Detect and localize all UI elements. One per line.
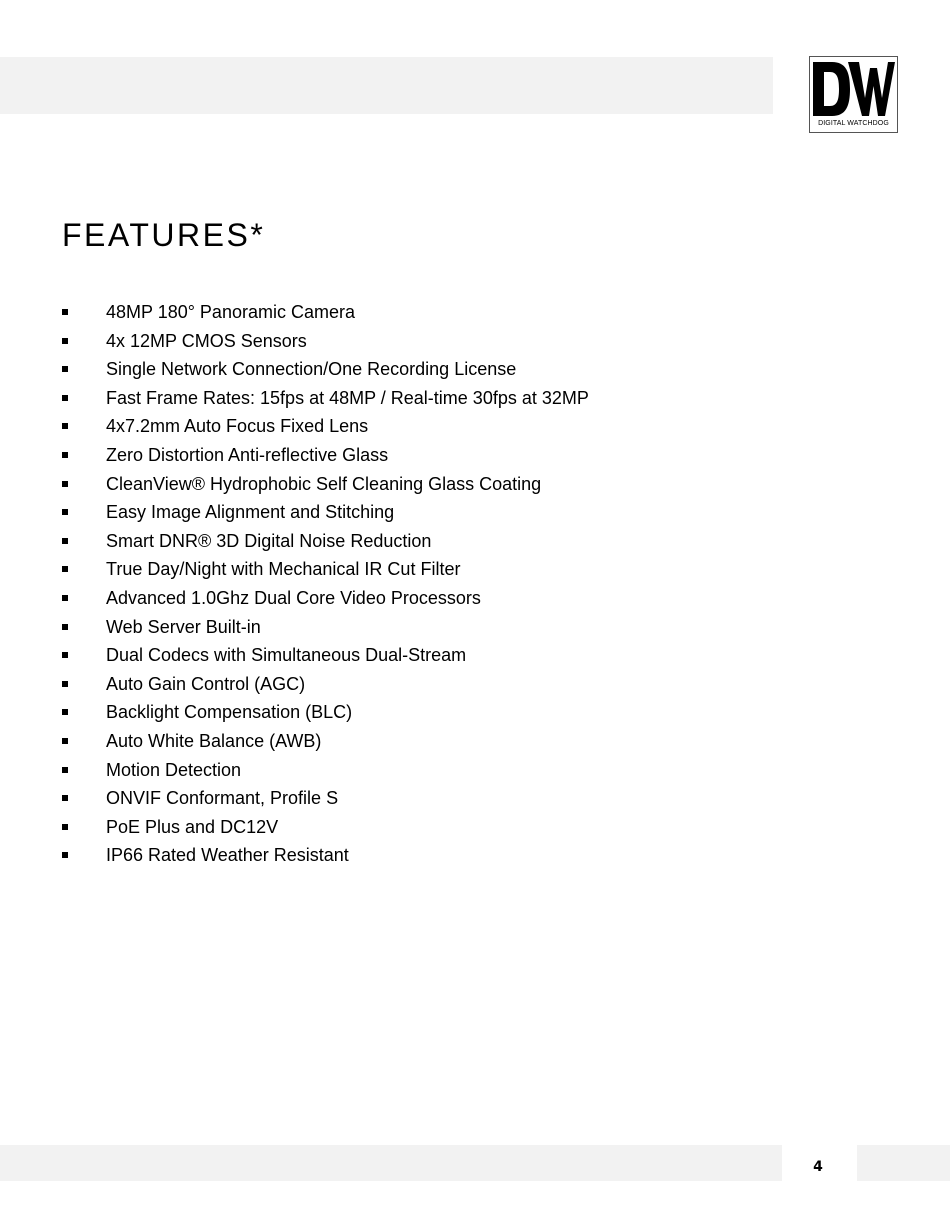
feature-text: Motion Detection [106,759,242,780]
feature-text: 4x7.2mm Auto Focus Fixed Lens [106,416,369,437]
square-bullet-icon [62,509,68,515]
footer-band-right [857,1145,950,1181]
square-bullet-icon [62,338,68,344]
square-bullet-icon [62,795,68,801]
square-bullet-icon [62,481,68,487]
feature-text: Easy Image Alignment and Stitching [106,502,395,523]
square-bullet-icon [62,309,68,315]
dw-logo-mark [812,60,895,118]
square-bullet-icon [62,852,68,858]
feature-text: Single Network Connection/One Recording License [106,359,517,380]
square-bullet-icon [62,366,68,372]
footer-band-left [0,1145,782,1181]
page-title: FEATURES* [62,217,266,253]
square-bullet-icon [62,566,68,572]
square-bullet-icon [62,738,68,744]
feature-text: CleanView® Hydrophobic Self Cleaning Glass Coating [106,473,542,494]
feature-text: Auto White Balance (AWB) [106,730,322,751]
feature-text: Fast Frame Rates: 15fps at 48MP / Real-time 30fps at 32MP [106,387,589,408]
square-bullet-icon [62,452,68,458]
feature-text: Smart DNR® 3D Digital Noise Reduction [106,530,432,551]
logo-subtitle: DIGITAL WATCHDOG [818,120,889,127]
feature-text: Auto Gain Control (AGC) [106,673,306,694]
feature-text: 48MP 180° Panoramic Camera [106,302,355,322]
square-bullet-icon [62,595,68,601]
square-bullet-icon [62,824,68,830]
square-bullet-icon [62,395,68,401]
dw-logo [809,56,898,133]
square-bullet-icon [62,681,68,687]
feature-text: Advanced 1.0Ghz Dual Core Video Processors [106,587,481,608]
feature-text: Web Server Built-in [106,616,261,637]
feature-text: Zero Distortion Anti-reflective Glass [106,444,389,465]
square-bullet-icon [62,652,68,658]
feature-text: 4x 12MP CMOS Sensors [106,330,307,351]
header-band [0,57,773,114]
square-bullet-icon [62,709,68,715]
square-bullet-icon [62,767,68,773]
feature-text: PoE Plus and DC12V [106,816,279,837]
page-number: 4 [813,1159,823,1175]
feature-text: IP66 Rated Weather Resistant [106,845,349,866]
square-bullet-icon [62,624,68,630]
square-bullet-icon [62,423,68,429]
feature-text: True Day/Night with Mechanical IR Cut Filter [106,559,461,580]
feature-text: Backlight Compensation (BLC) [106,702,353,723]
feature-text: ONVIF Conformant, Profile S [106,788,339,809]
square-bullet-icon [62,538,68,544]
feature-text: Dual Codecs with Simultaneous Dual-Stream [106,645,467,666]
